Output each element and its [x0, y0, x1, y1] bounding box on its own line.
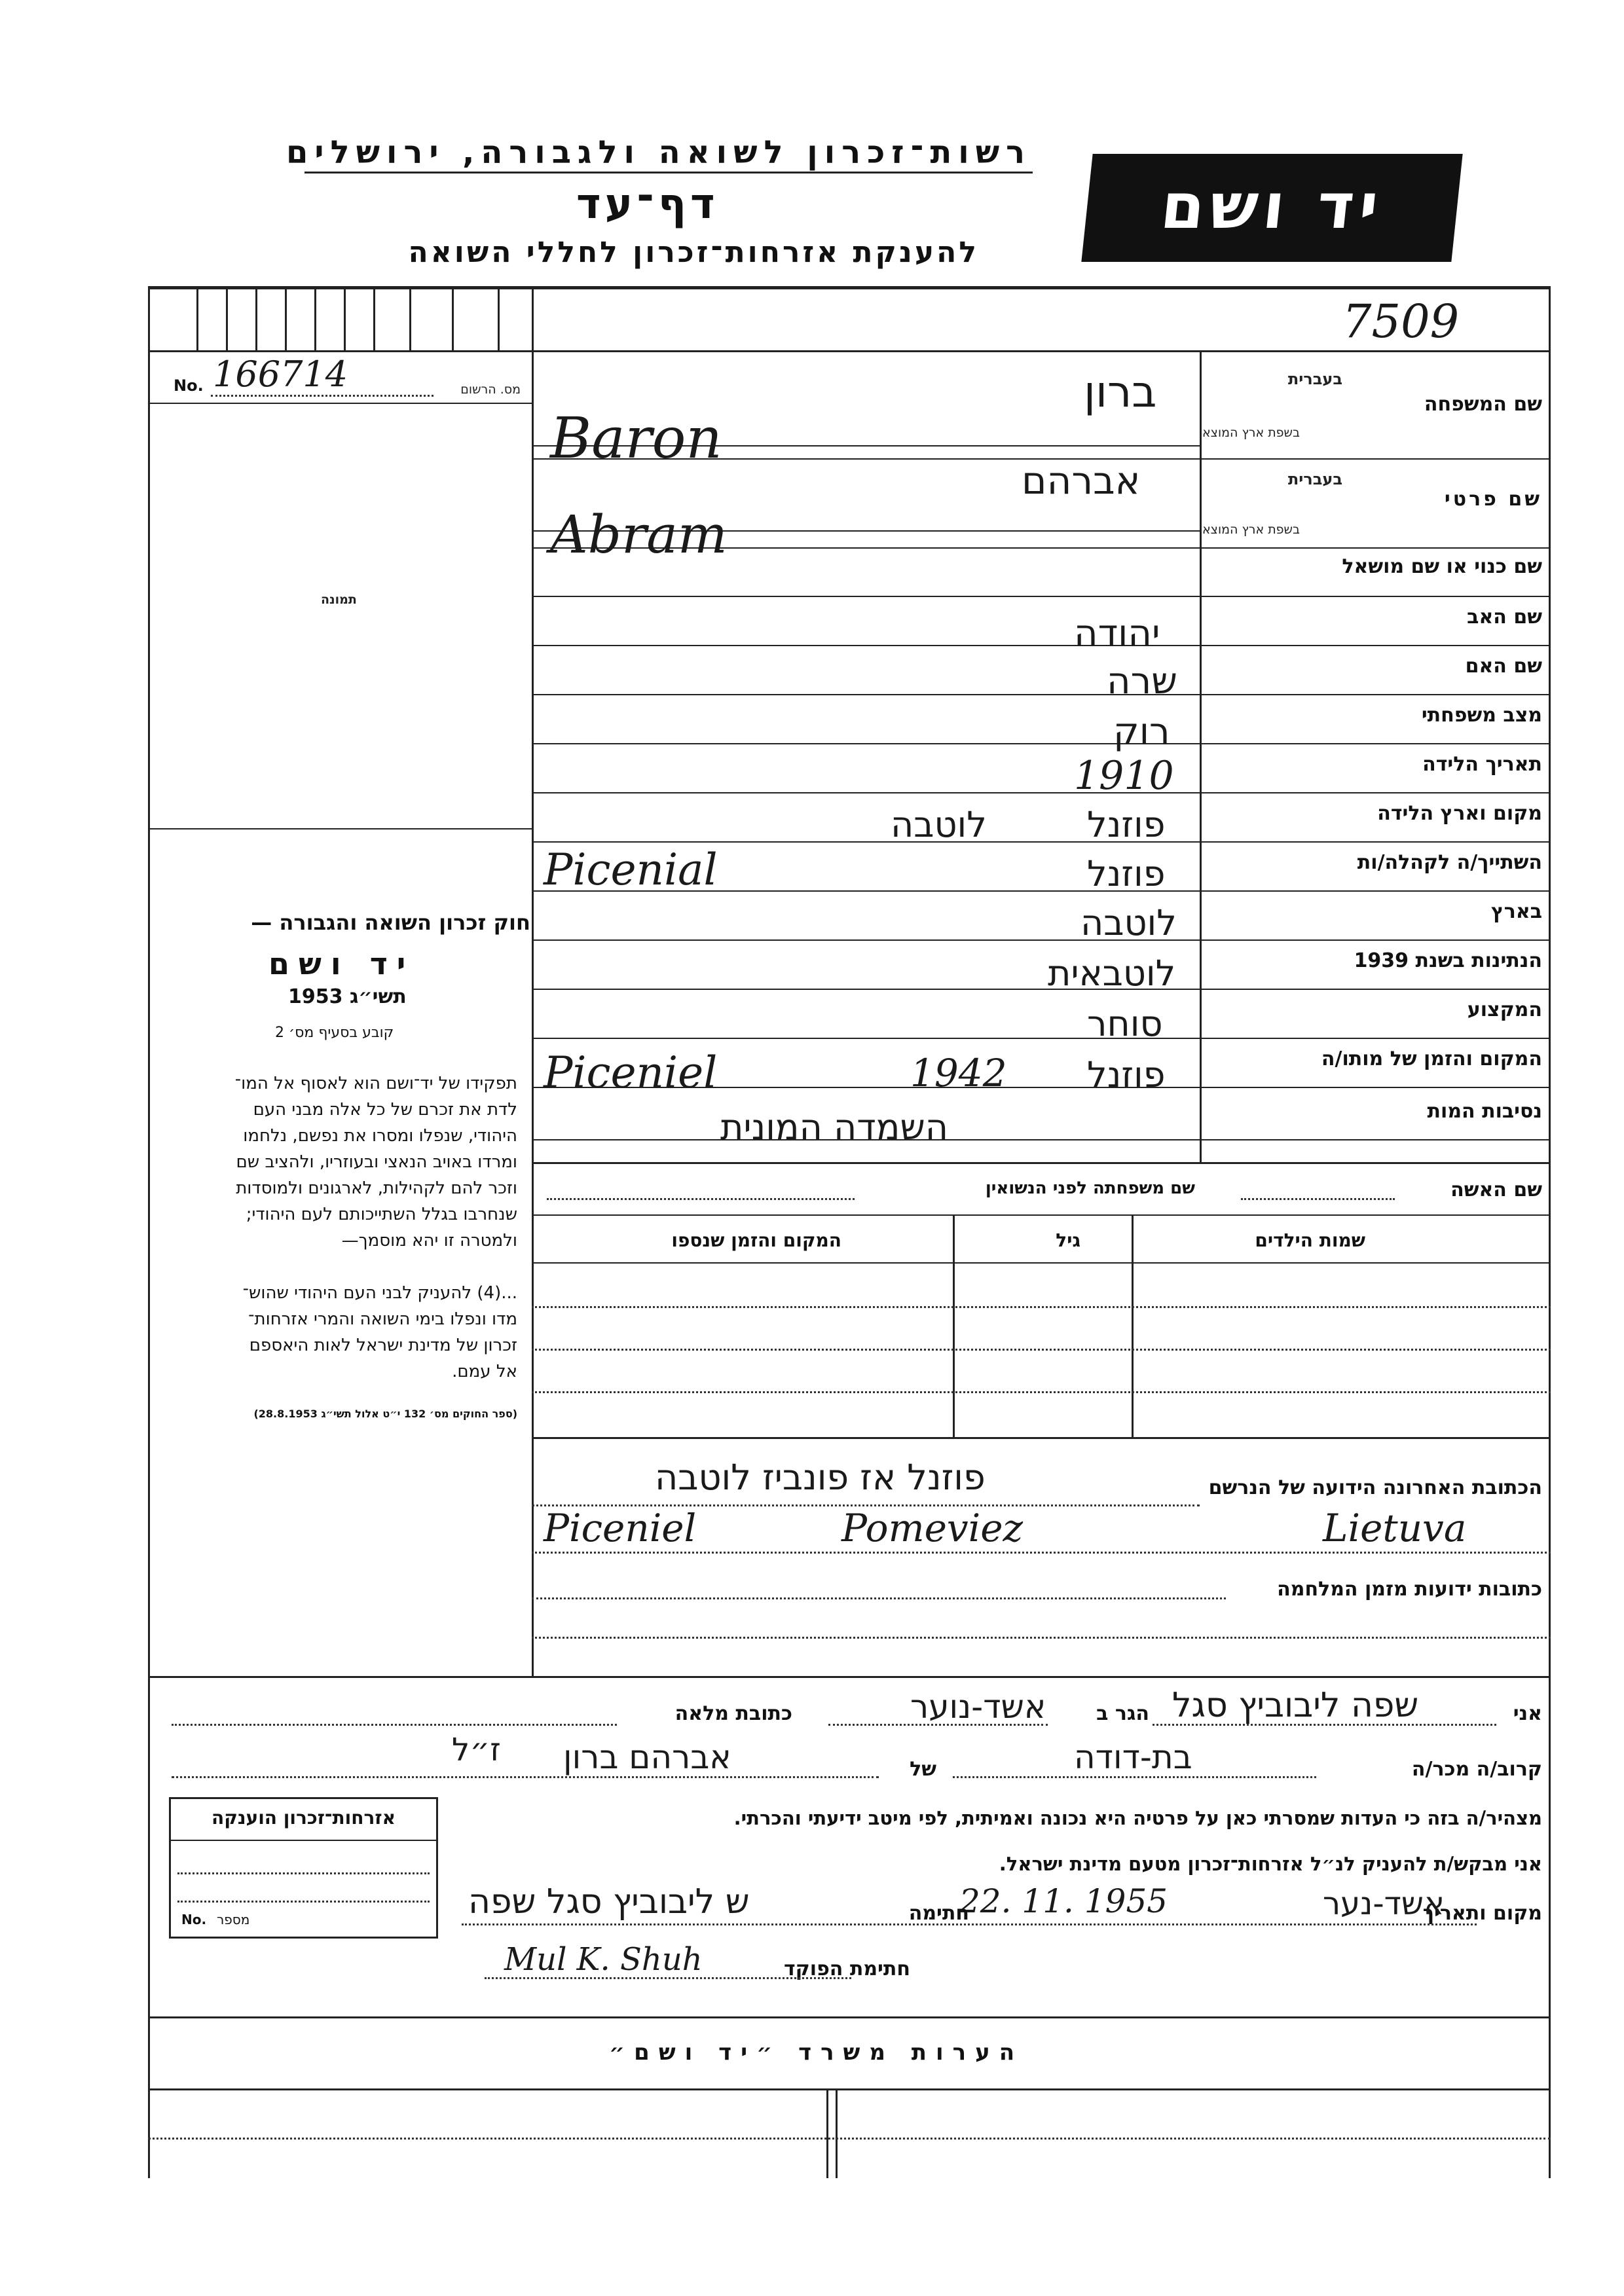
witness-city: אשד-נוער	[910, 1688, 1046, 1726]
war-address-dots	[532, 1637, 1551, 1639]
notes-divider	[826, 2088, 828, 2178]
children-age-header: גיל	[1056, 1230, 1080, 1251]
family-name-hebrew: ברון	[1084, 367, 1157, 417]
frame-top	[148, 286, 1551, 289]
death-label: המקום והזמן של מותו/ה	[1321, 1048, 1542, 1070]
address-label: הכתובת האחרונה הידועה של הנרשם	[1208, 1476, 1542, 1499]
children-names-header: שמות הילדים	[1255, 1230, 1365, 1251]
witness-place-date-label: מקום ותאריך	[1422, 1902, 1542, 1925]
father-label: שם האב	[1467, 606, 1542, 629]
form-title: דף־עד	[576, 180, 719, 228]
registration-number: 166714	[213, 354, 348, 395]
law-source: (ספר החוקים מס׳ 132 י״ט אלול תשי״ג 28.8.1953)	[253, 1408, 517, 1420]
birth-date-label: תאריך הלידה	[1422, 753, 1542, 776]
authority-header: רשות־זכרון לשואה ולגבורה, ירושלים	[286, 134, 1031, 171]
citizenship-value: לוטבאית	[1048, 953, 1176, 994]
wife-label: שם האשה	[1450, 1178, 1542, 1201]
country-label: בארץ	[1490, 900, 1542, 923]
witness-relation-dots	[953, 1776, 1316, 1778]
top-cell-divider	[452, 286, 454, 350]
top-cell-divider	[498, 286, 500, 350]
witness-relation: בת-דודה	[1074, 1738, 1192, 1776]
community-hebrew-value: פוזנל	[1087, 853, 1166, 894]
row-line	[532, 989, 1551, 990]
family-native-label: בשפת ארץ המוצא	[1202, 426, 1300, 440]
row-line	[532, 1139, 1551, 1140]
top-cell-divider	[226, 286, 228, 350]
wife-maiden-dots	[547, 1198, 855, 1200]
birth-place-label: מקום וארץ הלידה	[1377, 802, 1542, 825]
first-name-label: שם פרטי	[1444, 488, 1542, 511]
row-line	[532, 792, 1551, 793]
photo-column-divider	[532, 286, 534, 1677]
section-line	[148, 2088, 1551, 2090]
father-value: יהודה	[1074, 612, 1160, 655]
registration-no-label: No.	[174, 376, 204, 395]
law-line: זכרון של מדינת ישראל לאות היאספם	[249, 1336, 517, 1355]
law-line: שנחרבו בגלל השתייכותם לעם היהודי;	[246, 1205, 517, 1224]
witness-city-dots	[828, 1724, 1048, 1726]
row-line	[532, 694, 1551, 695]
top-cell-divider	[196, 286, 198, 350]
death-native-value: Piceniel	[544, 1048, 718, 1098]
witness-i-label: אני	[1513, 1702, 1542, 1725]
children-bottom-line	[532, 1437, 1551, 1439]
first-native-label: בשפת ארץ המוצא	[1202, 522, 1300, 537]
witness-subject: אברהם ברון	[563, 1738, 731, 1776]
top-cell-divider	[409, 286, 411, 350]
marital-label: מצב משפחתי	[1421, 704, 1542, 727]
law-name: יד ושם	[268, 946, 415, 981]
war-address-dots	[532, 1597, 1226, 1599]
top-cell-divider	[344, 286, 346, 350]
section-line	[148, 1676, 1551, 1678]
law-clause: קובע בסעיף מס׳ 2	[275, 1025, 394, 1041]
birth-place-value: פוזנל	[1087, 804, 1166, 845]
top-cell-divider	[373, 286, 375, 350]
nickname-label: שם כנוי או שם מושאל	[1342, 555, 1542, 578]
witness-place: אשד-נער	[1323, 1886, 1445, 1922]
law-line: ...(4) להעניק לבני העם היהודי שהוש־	[242, 1283, 517, 1303]
witness-relative-label: קרוב/ה מכר/ה	[1411, 1758, 1542, 1781]
witness-of-label: של	[910, 1758, 936, 1781]
witness-name-dots	[1153, 1724, 1496, 1726]
birth-date-value: 1910	[1074, 753, 1174, 799]
row-line	[532, 645, 1551, 646]
death-hebrew-value: פוזנל	[1087, 1054, 1166, 1095]
witness-date: 22. 11. 1955	[959, 1882, 1168, 1920]
photo-bottom-line	[148, 828, 532, 829]
children-col-divider	[1132, 1214, 1134, 1437]
notes-dots	[148, 2138, 1551, 2140]
witness-subject-mark: ז״ל	[452, 1732, 501, 1768]
law-line: לדת את זכרם של כל אלה מבני העם	[253, 1100, 517, 1120]
official-signature-dots	[485, 1977, 851, 1979]
label-column-divider	[1200, 350, 1202, 1162]
witness-name: שפה ליבוביץ סגל	[1172, 1686, 1419, 1725]
law-line: אל עמם.	[452, 1362, 517, 1381]
witness-declaration: מצהיר/ה בזה כי העדות שמסרתי כאן על פרטיה היא נכונה ואמיתית, לפי מיטב ידיעתי והכרתי.	[733, 1807, 1542, 1829]
wife-maiden-label: שם משפחתה לפני הנשואין	[985, 1178, 1195, 1198]
witness-full-address-label: כתובת מלאה	[674, 1702, 792, 1725]
citizenship-box-dots	[177, 1901, 430, 1903]
address-dots	[532, 1552, 1551, 1554]
first-name-hebrew: אברהם	[1022, 458, 1141, 503]
citizenship-box-dots	[177, 1872, 430, 1874]
witness-address-dots	[172, 1724, 617, 1726]
death-cause-label: נסיבות המות	[1427, 1100, 1542, 1123]
law-year: תשי״ג 1953	[288, 985, 407, 1008]
row-line	[532, 841, 1551, 843]
family-name-native: Baron	[550, 406, 722, 471]
authority-underline	[304, 172, 1033, 173]
row-line	[532, 1214, 1551, 1216]
row-line	[532, 939, 1551, 941]
community-native-value: Picenial	[544, 845, 718, 895]
section-line	[532, 1162, 1551, 1164]
law-line: ומרדו באויב הנאצי ובעוזריו, ולהציב שם	[236, 1152, 517, 1172]
form-subtitle: להענקת אזרחות־זכרון לחללי השואה	[408, 236, 979, 269]
witness-resides-label: הגר ב	[1096, 1702, 1149, 1725]
registration-label: מס. הרשום	[460, 382, 521, 397]
community-label: השתייך/ה לקהלה/ות	[1357, 851, 1542, 874]
notes-divider	[836, 2088, 838, 2178]
citizenship-box-number-label: מספר	[217, 1912, 250, 1927]
address-native-country: Lietuva	[1323, 1506, 1467, 1550]
witness-request: אני מבקש/ת להעניק לנ״ל אזרחות־זכרון מטעם מדינת ישראל.	[999, 1853, 1542, 1875]
law-line: היהודי, שנפלו ומסרו את נפשם, נלחמו	[243, 1126, 517, 1146]
official-signature-label: חתימת הפוקד	[784, 1958, 910, 1980]
section-line	[148, 2016, 1551, 2018]
first-hebrew-label: בעברית	[1287, 470, 1342, 488]
family-hebrew-label: בעברית	[1287, 370, 1342, 388]
children-row-line	[532, 1306, 1551, 1308]
address-native-town: Piceniel	[544, 1506, 697, 1550]
country-value: לוטבה	[1080, 902, 1177, 943]
top-cell-divider	[255, 286, 257, 350]
frame-right	[1549, 286, 1551, 2178]
photo-label: תמונה	[321, 592, 357, 607]
mother-value: שרה	[1107, 660, 1177, 702]
registration-row-line	[148, 403, 532, 404]
first-name-native: Abram	[550, 504, 728, 565]
citizenship-granted-box	[169, 1797, 438, 1939]
witness-subject-dots	[172, 1776, 879, 1778]
witness-signature-label: חתימה	[908, 1902, 969, 1925]
children-col-divider	[953, 1214, 955, 1437]
address-native-district: Pomeviez	[841, 1506, 1024, 1550]
marital-value: רוק	[1113, 710, 1170, 753]
law-heading: חוק זכרון השואה והגבורה —	[251, 910, 530, 935]
death-year-value: 1942	[910, 1051, 1007, 1095]
citizenship-label: הנתינות בשנת 1939	[1354, 949, 1542, 972]
law-line: וזכר להם לקהילות, לארגונים ולמוסדות	[236, 1178, 517, 1198]
witness-signature: ש ליבוביץ סגל שפה	[468, 1882, 750, 1922]
citizenship-box-title: אזרחות־זכרון הוענקה	[212, 1807, 396, 1829]
frame-left	[148, 286, 150, 2178]
family-name-label: שם המשפחה	[1424, 393, 1542, 416]
witness-signature-dots	[462, 1923, 1477, 1925]
mother-label: שם האם	[1465, 655, 1542, 678]
row-line	[532, 743, 1551, 744]
office-notes-title: הערות משרד ״יד ושם״	[609, 2039, 1024, 2066]
law-line: ולמטרה זו יהא מוסמך—	[341, 1231, 517, 1250]
logo-text: יד ושם	[1157, 170, 1388, 243]
law-line: תפקידו של יד־ושם הוא לאסוף אל המו־	[234, 1074, 517, 1093]
law-line: מדו ונפלו בימי השואה והמרי אזרחות־	[248, 1309, 517, 1329]
wife-dots	[1241, 1198, 1395, 1200]
children-place-header: המקום והזמן שנספו	[671, 1230, 841, 1251]
top-cell-divider	[314, 286, 316, 350]
page-number: 7509	[1342, 295, 1460, 348]
top-box-divider	[148, 350, 1551, 352]
address-hebrew: פוזנל אז פונביז לוטבה	[655, 1457, 986, 1498]
war-address-label: כתובות ידועות מזמן המלחמה	[1277, 1578, 1542, 1601]
row-line	[532, 596, 1551, 597]
children-header-line	[532, 1262, 1551, 1264]
official-signature: Mul K. Shuh	[504, 1941, 703, 1978]
profession-value: סוחר	[1087, 1003, 1163, 1044]
yad-vashem-logo	[1081, 154, 1462, 262]
citizenship-box-no: No.	[181, 1912, 207, 1927]
citizenship-box-line	[171, 1840, 436, 1841]
children-row-line	[532, 1391, 1551, 1393]
row-line	[532, 1038, 1551, 1039]
death-cause-value: השמדה המונית	[720, 1106, 948, 1148]
birth-country-value: לוטבה	[891, 804, 987, 845]
profession-label: המקצוע	[1467, 998, 1542, 1021]
registration-dots	[211, 395, 434, 397]
children-row-line	[532, 1349, 1551, 1351]
top-cell-divider	[285, 286, 287, 350]
